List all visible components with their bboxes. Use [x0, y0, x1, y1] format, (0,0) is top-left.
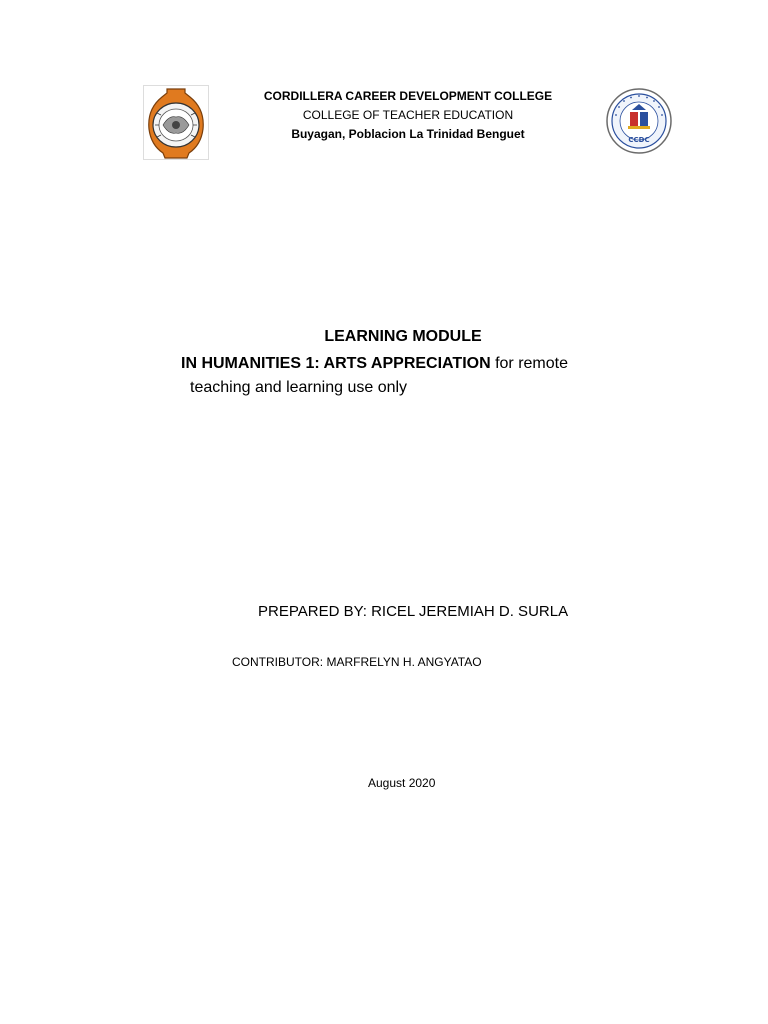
module-title: LEARNING MODULE — [324, 328, 482, 345]
module-date: August 2020 — [368, 776, 436, 790]
course-title-continuation: teaching and learning use only — [190, 379, 408, 396]
institution-name: CORDILLERA CAREER DEVELOPMENT COLLEGE — [263, 89, 553, 103]
department-name: COLLEGE OF TEACHER EDUCATION — [302, 108, 514, 122]
course-title — [181, 352, 681, 400]
prepared-by: PREPARED BY: RICEL JEREMIAH D. SURLA — [258, 603, 569, 620]
institution-address: Buyagan, Poblacion La Trinidad Benguet — [291, 127, 525, 141]
contributor: CONTRIBUTOR: MARFRELYN H. ANGYATAO — [232, 655, 482, 669]
college-seal-logo-icon — [143, 85, 209, 160]
course-title-rest: for remote — [490, 355, 568, 372]
right-logo-text: CCDC — [628, 136, 650, 144]
teacher-education-seal-logo-icon — [606, 88, 672, 154]
institution-header — [240, 87, 576, 144]
course-title-bold: IN HUMANITIES 1: ARTS APPRECIATION — [181, 355, 491, 372]
